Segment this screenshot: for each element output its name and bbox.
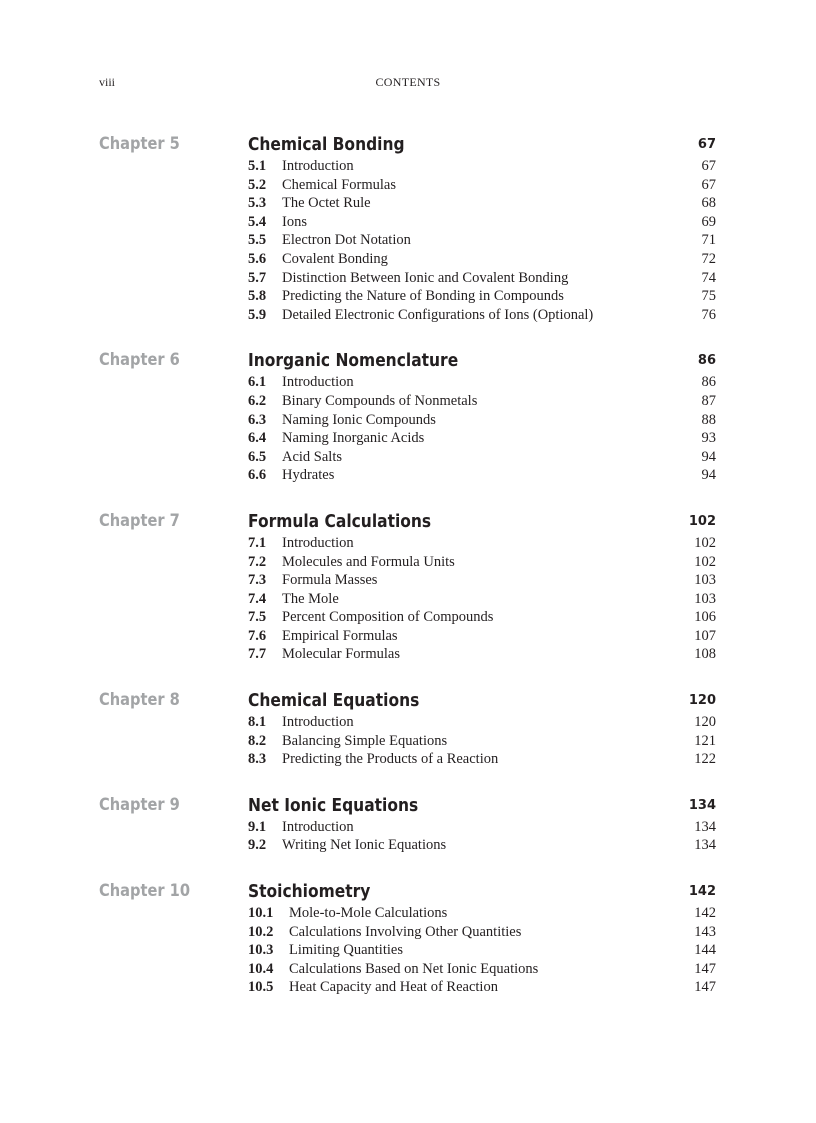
section-entry[interactable] — [0, 269, 816, 288]
section-number: 7.1 — [248, 534, 267, 551]
section-list — [0, 818, 816, 855]
section-page-number: 103 — [694, 590, 716, 607]
section-entry[interactable] — [0, 904, 816, 923]
section-entry[interactable] — [0, 194, 816, 213]
section-entry[interactable] — [0, 466, 816, 485]
section-page-number: 71 — [701, 232, 716, 249]
section-entry[interactable] — [0, 941, 816, 960]
section-number: 8.1 — [248, 714, 267, 731]
section-title: Hydrates — [282, 467, 335, 484]
section-number: 5.5 — [248, 232, 267, 249]
section-list — [0, 373, 816, 485]
chapter-page-number: 142 — [688, 884, 716, 900]
section-number: 9.1 — [248, 818, 267, 835]
section-number: 5.3 — [248, 195, 267, 212]
section-page-number: 143 — [694, 923, 716, 940]
section-list — [0, 904, 816, 997]
section-title: Heat Capacity and Heat of Reaction — [289, 979, 498, 996]
chapter-heading[interactable] — [0, 881, 816, 904]
section-number: 6.4 — [248, 430, 267, 447]
running-head-title: CONTENTS — [375, 75, 441, 89]
section-page-number: 120 — [694, 714, 716, 731]
section-entry[interactable] — [0, 392, 816, 411]
section-number: 9.2 — [248, 837, 267, 854]
section-number: 7.3 — [248, 572, 267, 589]
section-page-number: 94 — [701, 467, 716, 484]
chapter-title: Inorganic Nomenclature — [248, 350, 459, 372]
section-entry[interactable] — [0, 713, 816, 732]
chapter-label: Chapter 7 — [99, 510, 180, 531]
chapter-entry — [0, 690, 816, 769]
section-number: 5.4 — [248, 213, 267, 230]
chapter-entry — [0, 795, 816, 855]
section-page-number: 87 — [701, 392, 716, 409]
section-page-number: 72 — [701, 250, 716, 267]
section-number: 8.3 — [248, 751, 267, 768]
section-title: Naming Inorganic Acids — [282, 430, 425, 447]
section-entry[interactable] — [0, 978, 816, 997]
chapter-title: Chemical Bonding — [248, 134, 405, 155]
section-entry[interactable] — [0, 176, 816, 195]
section-number: 8.2 — [248, 732, 267, 749]
chapter-page-number: 102 — [688, 513, 716, 529]
section-title: Ions — [282, 213, 307, 230]
section-page-number: 67 — [701, 176, 716, 193]
section-number: 6.3 — [248, 411, 267, 428]
section-title: Predicting the Nature of Bonding in Compounds — [282, 288, 564, 305]
section-title: Predicting the Products of a Reaction — [282, 751, 499, 768]
chapter-label: Chapter 8 — [99, 690, 180, 711]
chapter-heading[interactable] — [0, 511, 816, 534]
section-page-number: 86 — [701, 374, 716, 391]
section-number: 5.2 — [248, 176, 267, 193]
section-number: 10.3 — [248, 942, 274, 959]
section-entry[interactable] — [0, 231, 816, 250]
section-title: Introduction — [282, 374, 354, 391]
section-entry[interactable] — [0, 373, 816, 392]
section-page-number: 76 — [701, 306, 716, 323]
section-entry[interactable] — [0, 534, 816, 553]
chapter-label: Chapter 9 — [99, 794, 180, 815]
section-title: Balancing Simple Equations — [282, 732, 448, 749]
section-entry[interactable] — [0, 818, 816, 837]
chapter-heading[interactable] — [0, 690, 816, 713]
section-title: Limiting Quantities — [289, 942, 403, 959]
section-number: 6.5 — [248, 448, 267, 465]
section-number: 10.5 — [248, 979, 274, 996]
chapter-title: Net Ionic Equations — [248, 794, 419, 816]
section-title: Calculations Involving Other Quantities — [289, 923, 522, 940]
section-title: Mole-to-Mole Calculations — [289, 905, 448, 922]
section-number: 10.1 — [248, 905, 274, 922]
section-title: Introduction — [282, 818, 354, 835]
section-page-number: 147 — [694, 960, 716, 977]
chapter-title: Stoichiometry — [248, 881, 371, 903]
section-page-number: 88 — [701, 411, 716, 428]
section-page-number: 121 — [694, 732, 716, 749]
section-number: 5.8 — [248, 288, 267, 305]
section-list — [0, 713, 816, 769]
section-number: 5.7 — [248, 269, 267, 286]
section-entry[interactable] — [0, 306, 816, 325]
chapter-heading[interactable] — [0, 134, 816, 157]
page-folio: viii — [99, 75, 116, 89]
section-entry[interactable] — [0, 250, 816, 269]
section-page-number: 147 — [694, 979, 716, 996]
section-title: Detailed Electronic Configurations of Ions (Optional) — [282, 306, 594, 323]
section-title: Acid Salts — [282, 448, 343, 465]
section-title: Distinction Between Ionic and Covalent Bonding — [282, 269, 569, 286]
section-title: Percent Composition of Compounds — [282, 609, 494, 626]
chapter-title: Chemical Equations — [248, 690, 420, 712]
section-list — [0, 157, 816, 324]
section-number: 5.6 — [248, 250, 267, 267]
section-number: 7.4 — [248, 590, 267, 607]
section-title: Binary Compounds of Nonmetals — [282, 392, 478, 409]
section-page-number: 142 — [694, 905, 716, 922]
section-entry[interactable] — [0, 429, 816, 448]
chapter-page-number: 134 — [688, 797, 716, 813]
section-number: 7.6 — [248, 627, 267, 644]
section-page-number: 69 — [701, 213, 716, 230]
chapter-heading[interactable] — [0, 795, 816, 818]
section-entry[interactable] — [0, 287, 816, 306]
section-number: 10.2 — [248, 923, 274, 940]
section-title: Introduction — [282, 158, 354, 174]
section-number: 7.5 — [248, 609, 267, 626]
section-title: Empirical Formulas — [282, 627, 398, 644]
section-title: Formula Masses — [282, 572, 378, 589]
section-title: Covalent Bonding — [282, 250, 388, 267]
section-title: Introduction — [282, 714, 354, 731]
section-entry[interactable] — [0, 960, 816, 979]
section-entry[interactable] — [0, 448, 816, 467]
chapter-page-number: 120 — [688, 693, 716, 709]
section-title: Chemical Formulas — [282, 176, 396, 193]
section-number: 6.6 — [248, 467, 267, 484]
section-title: Writing Net Ionic Equations — [282, 837, 447, 854]
chapter-page-number: 67 — [697, 137, 716, 152]
section-entry[interactable] — [0, 157, 816, 176]
section-entry[interactable] — [0, 608, 816, 627]
chapter-entry — [0, 511, 816, 664]
section-title: Molecular Formulas — [282, 646, 400, 663]
section-page-number: 93 — [701, 430, 716, 447]
section-entry[interactable] — [0, 836, 816, 855]
section-number: 10.4 — [248, 960, 274, 977]
section-page-number: 102 — [694, 534, 716, 551]
section-page-number: 103 — [694, 572, 716, 589]
section-page-number: 108 — [694, 646, 716, 663]
chapter-heading[interactable] — [0, 350, 816, 373]
section-entry[interactable] — [0, 571, 816, 590]
section-page-number: 68 — [701, 195, 716, 212]
section-title: The Mole — [282, 590, 339, 607]
section-page-number: 134 — [694, 818, 716, 835]
section-number: 5.1 — [248, 158, 267, 174]
section-number: 7.7 — [248, 646, 267, 663]
section-entry[interactable] — [0, 750, 816, 769]
section-entry[interactable] — [0, 645, 816, 664]
chapter-label: Chapter 5 — [99, 134, 180, 154]
section-list — [0, 534, 816, 664]
section-entry[interactable] — [0, 627, 816, 646]
section-entry[interactable] — [0, 590, 816, 609]
chapter-label: Chapter 6 — [99, 350, 180, 371]
section-page-number: 74 — [701, 269, 716, 286]
section-entry[interactable] — [0, 411, 816, 430]
section-page-number: 67 — [701, 158, 716, 174]
section-page-number: 102 — [694, 553, 716, 570]
chapter-label: Chapter 10 — [99, 881, 191, 902]
section-title: Electron Dot Notation — [282, 232, 411, 249]
section-title: Calculations Based on Net Ionic Equations — [289, 960, 539, 977]
section-title: Introduction — [282, 534, 354, 551]
section-entry[interactable] — [0, 553, 816, 572]
section-title: Molecules and Formula Units — [282, 553, 455, 570]
section-number: 7.2 — [248, 553, 267, 570]
section-page-number: 134 — [694, 837, 716, 854]
section-title: The Octet Rule — [282, 195, 371, 212]
section-number: 6.2 — [248, 392, 267, 409]
section-entry[interactable] — [0, 732, 816, 751]
section-entry[interactable] — [0, 923, 816, 942]
section-page-number: 122 — [694, 751, 716, 768]
section-page-number: 75 — [701, 288, 716, 305]
section-number: 6.1 — [248, 374, 267, 391]
section-title: Naming Ionic Compounds — [282, 411, 436, 428]
section-page-number: 144 — [694, 942, 716, 959]
section-entry[interactable] — [0, 213, 816, 232]
chapter-entry — [0, 134, 816, 324]
chapter-page-number: 86 — [697, 353, 716, 369]
section-page-number: 106 — [694, 609, 716, 626]
section-page-number: 94 — [701, 448, 716, 465]
chapter-entry — [0, 350, 816, 485]
chapter-entry — [0, 881, 816, 997]
table-of-contents — [0, 134, 816, 997]
chapter-title: Formula Calculations — [248, 510, 432, 532]
section-number: 5.9 — [248, 306, 267, 323]
section-page-number: 107 — [694, 627, 716, 644]
running-head — [0, 75, 816, 91]
